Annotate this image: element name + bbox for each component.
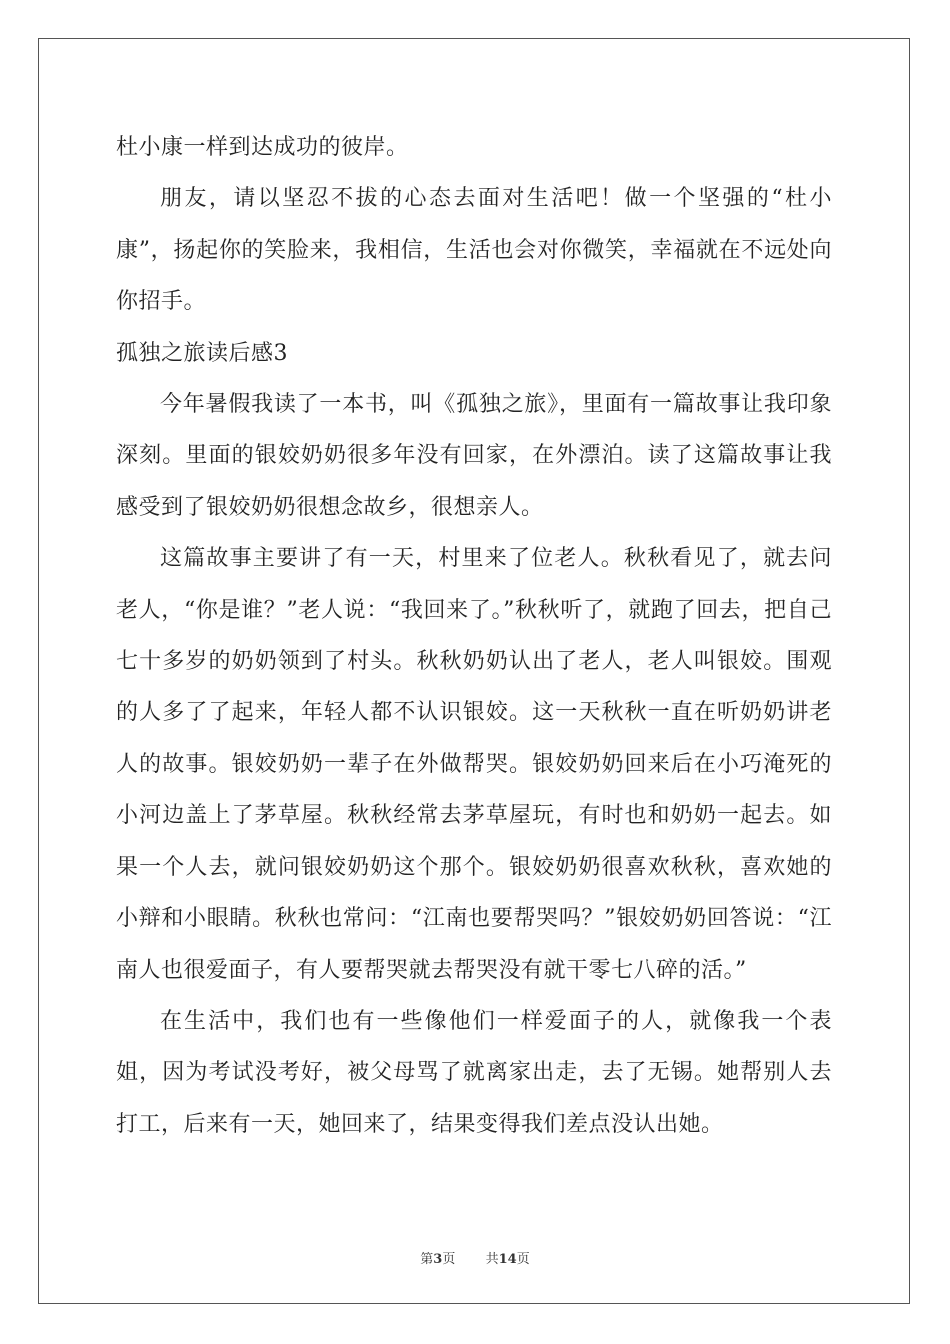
total-pages: 14 <box>498 1252 517 1267</box>
paragraph: 朋友，请以坚忍不拔的心态去面对生活吧！做一个坚强的“杜小康”，扬起你的笑脸来，我相信，生活也会对你微笑，幸福就在不远处向你招手。 <box>116 186 832 315</box>
page-suffix: 页 <box>442 1252 456 1267</box>
paragraph: 在生活中，我们也有一些像他们一样爱面子的人，就像我一个表姐，因为考试没考好，被父母骂了就离家出走，去了无锡。她帮别人去打工，后来有一天，她回来了，结果变得我们差点没认出她。 <box>116 1008 832 1137</box>
paragraph-continuation: 杜小康一样到达成功的彼岸。 <box>116 135 409 160</box>
page-number: 3 <box>433 1252 443 1267</box>
paragraph: 今年暑假我读了一本书，叫《孤独之旅》，里面有一篇故事让我印象深刻。里面的银姣奶奶很多年没有回家，在外漂泊。读了这篇故事让我感受到了银姣奶奶很想念故乡，很想亲人。 <box>116 392 832 520</box>
page-footer <box>0 1248 950 1267</box>
section-heading: 孤独之旅读后感3 <box>116 340 288 366</box>
total-suffix: 页 <box>516 1252 530 1267</box>
total-prefix: 共 <box>485 1252 499 1267</box>
document-body <box>116 122 832 1150</box>
page-prefix: 第 <box>420 1252 434 1267</box>
paragraph: 这篇故事主要讲了有一天，村里来了位老人。秋秋看见了，就去问老人，“你是谁？”老人说：“我回来了。”秋秋听了，就跑了回去，把自己七十多岁的奶奶领到了村头。秋秋奶奶认出了老人，老人叫银姣。围观的人多了了起来，年轻人都不认识银姣。这一天秋秋一直在听奶奶讲老人的故事。银姣奶奶一辈子在外做帮哭。银姣奶奶回来后在小巧淹死的小河边盖上了茅草屋。秋秋经常去茅草屋玩，有时也和奶奶一起去。如果一个人去，就问银姣奶奶这个那个。银姣奶奶很喜欢秋秋，喜欢她的小辩和小眼睛。秋秋也常问：“江南也要帮哭吗？”银姣奶奶回答说：“江南人也很爱面子，有人要帮哭就去帮哭没有就干零七八碎的活。” <box>116 546 832 983</box>
